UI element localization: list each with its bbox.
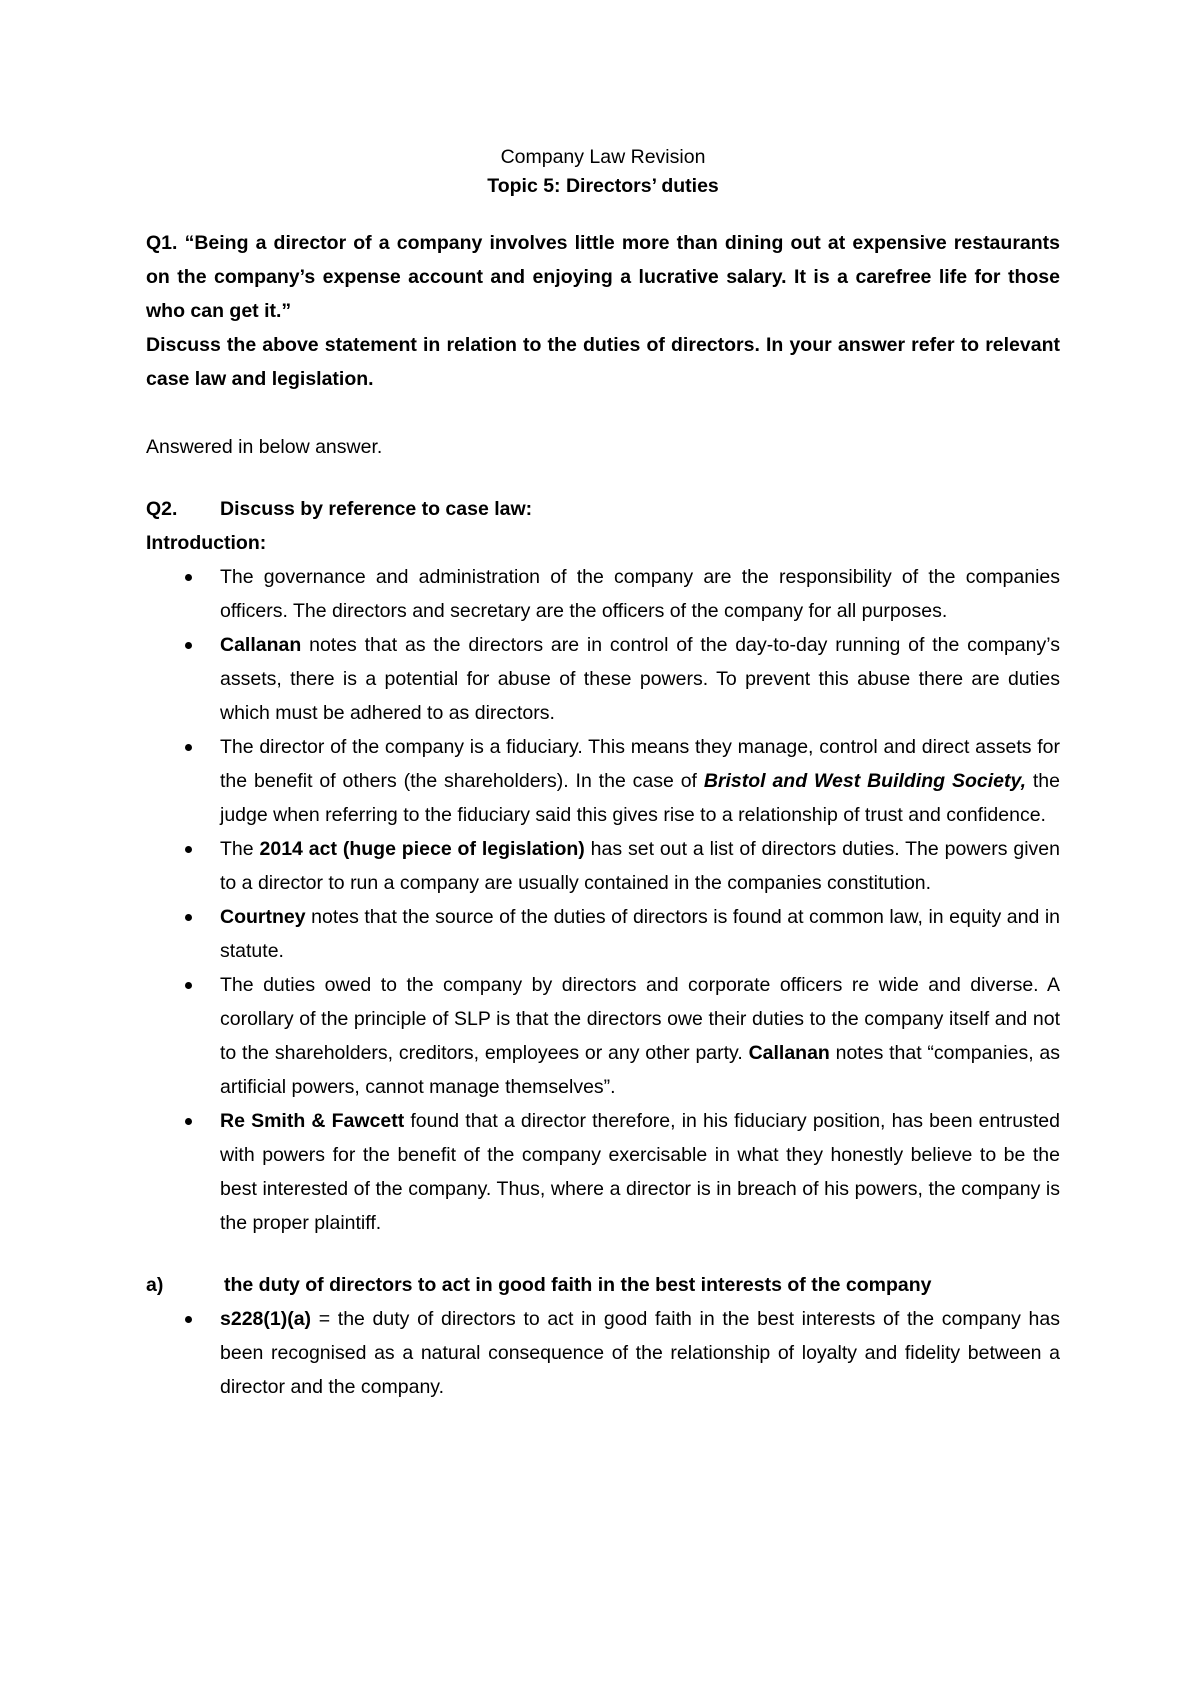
- bullet-icon: [185, 1316, 192, 1323]
- list-item: [146, 560, 1060, 628]
- q1-instruction-text: Discuss the above statement in relation to the duties of directors. In your answer refer to relevant case law and legislation.: [146, 334, 1060, 390]
- list-item: [146, 1104, 1060, 1240]
- list-item: [146, 900, 1060, 968]
- spacer: [146, 201, 1060, 226]
- list-item: [146, 730, 1060, 832]
- bullet-text: The director of the company is a fiduciary. This means they manage, control and direct assets for the benefit of others (the shareholders). In the case of: [220, 736, 1060, 792]
- bullet-icon: [185, 574, 192, 581]
- bullet-text: notes that the source of the duties of directors is found at common law, in equity and in statute.: [220, 906, 1060, 962]
- topic-text: Topic 5: Directors’ duties: [487, 175, 719, 197]
- q1-question: [146, 226, 1060, 328]
- author-name: Courtney: [220, 906, 306, 928]
- introduction-bullet-list: [146, 560, 1060, 1240]
- bullet-icon: [185, 642, 192, 649]
- q2-label: Q2.: [146, 498, 178, 520]
- section-a-label: a): [146, 1274, 164, 1296]
- spacer: [146, 464, 1060, 492]
- spacer: [146, 1240, 1060, 1268]
- list-item: [146, 628, 1060, 730]
- legislation-name: 2014 act (huge piece of legislation): [259, 838, 585, 860]
- list-item: [146, 832, 1060, 900]
- case-name: Re Smith & Fawcett: [220, 1110, 405, 1132]
- spacer: [146, 396, 1060, 430]
- bullet-icon: [185, 846, 192, 853]
- bullet-icon: [185, 982, 192, 989]
- list-item: [146, 968, 1060, 1104]
- author-name: Callanan: [748, 1042, 830, 1064]
- case-name: Bristol and West Building Society,: [703, 770, 1027, 792]
- bullet-text: The governance and administration of the company are the responsibility of the companies officers. The directors and secretary are the officers of the company for all purposes.: [220, 566, 1060, 622]
- bullet-text: notes that as the directors are in control of the day-to-day running of the company’s assets, there is a potential for abuse of these powers. To prevent this abuse there are duties which must be adhered to as directors.: [220, 634, 1060, 724]
- introduction-heading-text: Introduction:: [146, 532, 267, 554]
- q1-label: Q1.: [146, 232, 178, 254]
- q2-heading: [146, 492, 1060, 526]
- section-a-bullet-list: [146, 1302, 1060, 1404]
- list-item: [146, 1302, 1060, 1404]
- section-a-heading: [146, 1268, 1060, 1302]
- section-reference: s228(1)(a): [220, 1308, 312, 1330]
- bullet-text: = the duty of directors to act in good faith in the best interests of the company has been recognised as a natural consequence of the relationship of loyalty and fidelity between a director and the company.: [220, 1308, 1060, 1398]
- bullet-text: notes that “companies, as artificial powers, cannot manage themselves”.: [220, 1042, 1060, 1098]
- document-page: [146, 143, 1060, 1404]
- bullet-text: the judge when referring to the fiduciary said this gives rise to a relationship of trust and confidence.: [220, 770, 1060, 826]
- q1-instruction: [146, 328, 1060, 396]
- section-a-title: the duty of directors to act in good faith in the best interests of the company: [224, 1274, 932, 1296]
- document-title: Company Law Revision: [500, 146, 706, 168]
- q1-answer-note: Answered in below answer.: [146, 436, 383, 458]
- bullet-text: The duties owed to the company by directors and corporate officers re wide and diverse. A corollary of the principle of SLP is that the directors owe their duties to the company itself and not to the shareholders, creditors, employees or any other party.: [220, 974, 1060, 1064]
- topic-heading: [146, 172, 1060, 201]
- bullet-icon: [185, 744, 192, 751]
- bullet-icon: [185, 1118, 192, 1125]
- bullet-icon: [185, 914, 192, 921]
- q1-quote: “Being a director of a company involves little more than dining out at expensive restaurants on the company’s expense account and enjoying a lucrative salary. It is a carefree life for those who can get it.”: [146, 232, 1061, 322]
- q2-prompt: Discuss by reference to case law:: [220, 498, 533, 520]
- introduction-heading: [146, 526, 1060, 560]
- bullet-text: The: [220, 838, 260, 860]
- author-name: Callanan: [220, 634, 302, 656]
- bullet-text: found that a director therefore, in his fiduciary position, has been entrusted with powers for the benefit of the company exercisable in what they honestly believe to be the best interested of the company. Thus, where a director is in breach of his powers, the company is the proper plaintiff.: [220, 1110, 1060, 1234]
- bullet-text: has set out a list of directors duties. The powers given to a director to run a company are usually contained in the companies constitution.: [220, 838, 1060, 894]
